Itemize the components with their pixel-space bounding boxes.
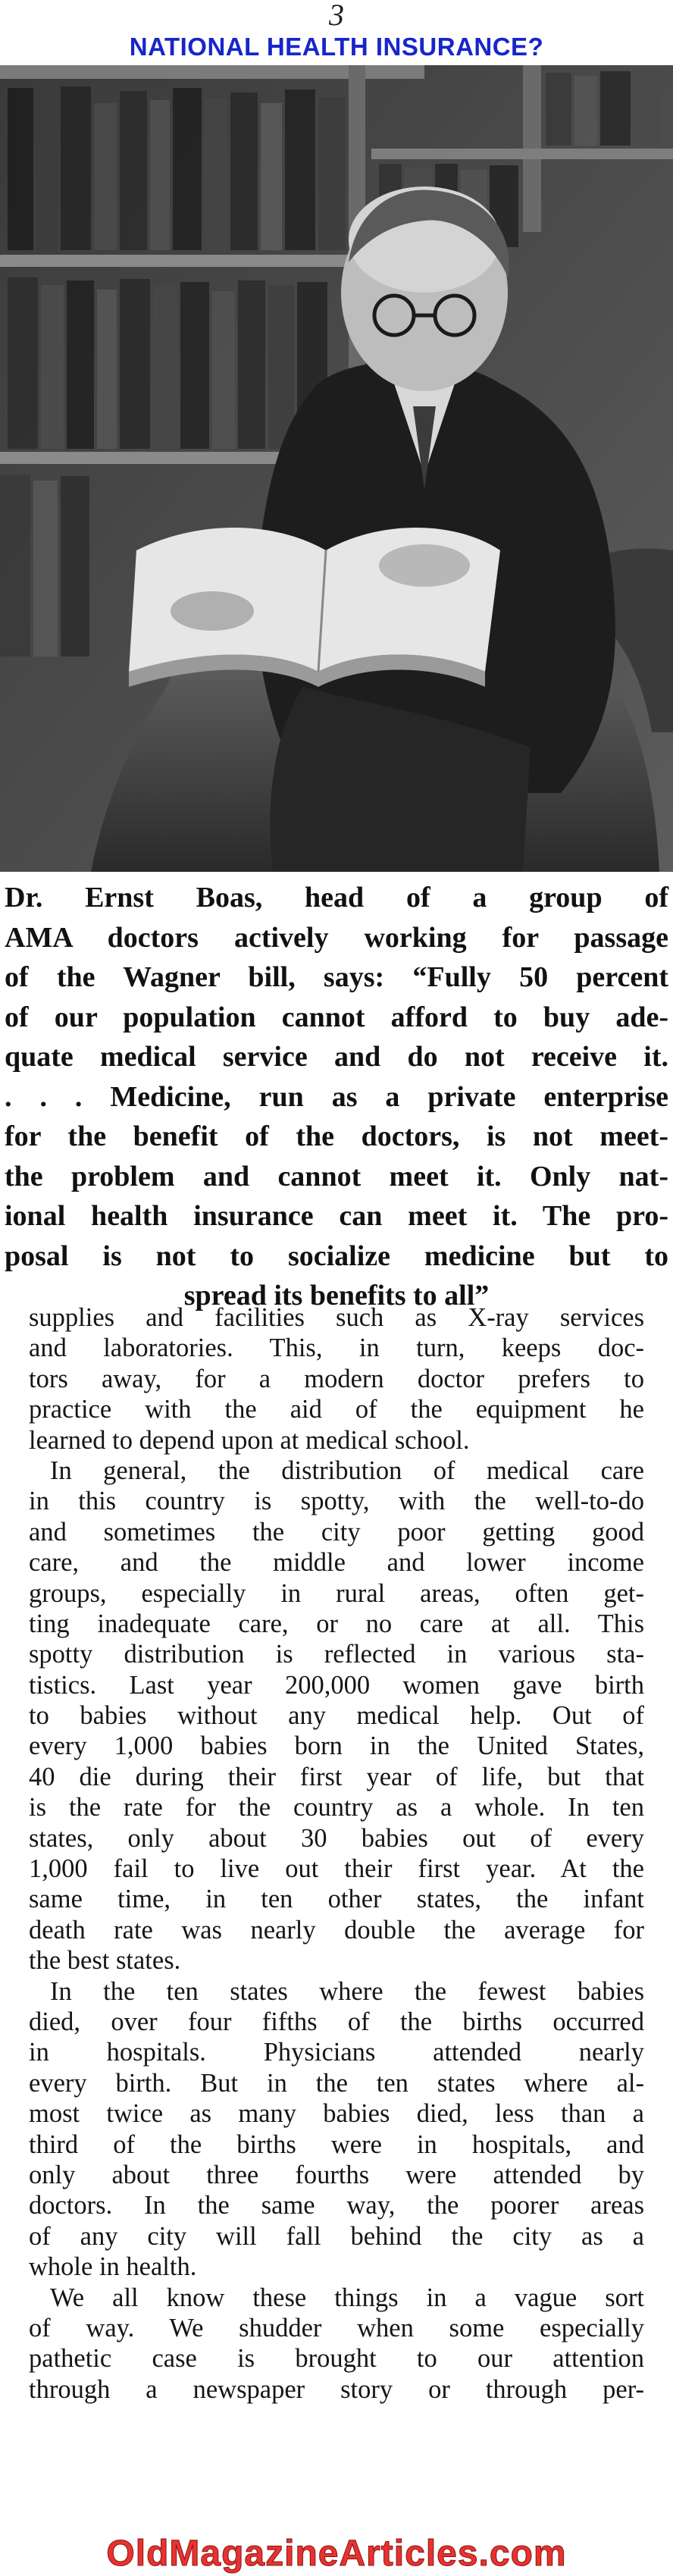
article-line: is the rate for the country as a whole. In ten — [29, 1793, 644, 1822]
caption-line: ional health insurance can meet it. The pro- — [5, 1200, 668, 1232]
caption-line: of our population cannot afford to buy ade- — [5, 1001, 668, 1033]
article-line: and laboratories. This, in turn, keeps doc- — [29, 1333, 644, 1363]
article-line: tors away, for a modern doctor prefers to — [29, 1364, 644, 1393]
article-line: of any city will fall behind the city as a — [29, 2221, 644, 2251]
article-line: In general, the distribution of medical care — [50, 1456, 644, 1485]
article-line: death rate was nearly double the average for — [29, 1915, 644, 1945]
article-line: We all know these things in a vague sort — [50, 2283, 644, 2312]
caption-line: quate medical service and do not receive it. — [5, 1041, 668, 1073]
article-line: doctors. In the same way, the poorer areas — [29, 2191, 644, 2220]
caption-line: spread its benefits to all” — [183, 1280, 490, 1312]
article-line: to babies without any medical help. Out of — [29, 1701, 644, 1731]
hand-left — [379, 544, 470, 587]
hand-right — [171, 591, 254, 631]
article-line: care, and the middle and lower income — [29, 1548, 644, 1578]
article-line: learned to depend upon at medical school. — [29, 1425, 470, 1455]
article-line: every 1,000 babies born in the United States, — [29, 1731, 644, 1761]
article-line: ting inadequate care, or no care at all. This — [29, 1609, 644, 1638]
photo-caption — [5, 878, 668, 1316]
article-line: In the ten states where the fewest babies — [50, 1976, 644, 2006]
article-line: and sometimes the city poor getting good — [29, 1517, 644, 1547]
article-line: practice with the aid of the equipment he — [29, 1395, 644, 1424]
photo-dr-ernst-boas — [0, 65, 673, 872]
page-number: 3 — [329, 0, 344, 32]
article-line: only about three fourths were attended by — [29, 2160, 644, 2189]
caption-line: the problem and cannot meet it. Only nat- — [5, 1160, 668, 1192]
caption-line: . . . Medicine, run as a private enterprise — [5, 1080, 668, 1113]
caption-line: for the benefit of the doctors, is not meet- — [5, 1120, 668, 1152]
photo-illustration — [0, 65, 673, 872]
article-line: groups, especially in rural areas, often get- — [29, 1578, 644, 1608]
caption-line: posal is not to socialize medicine but to — [5, 1239, 668, 1272]
article-line: in hospitals. Physicians attended nearly — [29, 2038, 644, 2067]
article-line: every birth. But in the ten states where al- — [29, 2068, 644, 2098]
caption-line: Dr. Ernst Boas, head of a group of — [5, 882, 668, 914]
article-line: spotty distribution is reflected in various sta- — [29, 1640, 644, 1669]
article-line: most twice as many babies died, less than a — [29, 2099, 644, 2129]
article-line: third of the births were in hospitals, and — [29, 2129, 644, 2159]
article-line: of way. We shudder when some especially — [29, 2313, 644, 2343]
article-line: pathetic case is brought to our attention — [29, 2344, 644, 2374]
article-line: 1,000 fail to live out their first year. At the — [29, 1854, 644, 1884]
article-line: died, over four fifths of the births occurred — [29, 2007, 644, 2036]
article-line: whole in health. — [29, 2252, 197, 2282]
article-line: in this country is spotty, with the well-to-do — [29, 1487, 644, 1516]
article-line: 40 die during their first year of life, but that — [29, 1762, 644, 1791]
article-title: NATIONAL HEALTH INSURANCE? — [129, 33, 544, 61]
article-line: supplies and facilities such as X-ray services — [29, 1303, 644, 1332]
article-line: tistics. Last year 200,000 women gave birth — [29, 1670, 644, 1700]
article-line: through a newspaper story or through per- — [29, 2374, 644, 2404]
site-watermark: OldMagazineArticles.com — [106, 2534, 567, 2574]
caption-line: of the Wagner bill, says: “Fully 50 percent — [5, 961, 668, 993]
article-body — [29, 1302, 644, 2405]
caption-line: AMA doctors actively working for passage — [5, 921, 668, 954]
article-line: states, only about 30 babies out of every — [29, 1823, 644, 1853]
article-line: same time, in ten other states, the infant — [29, 1885, 644, 1914]
article-line: the best states. — [29, 1946, 181, 1976]
